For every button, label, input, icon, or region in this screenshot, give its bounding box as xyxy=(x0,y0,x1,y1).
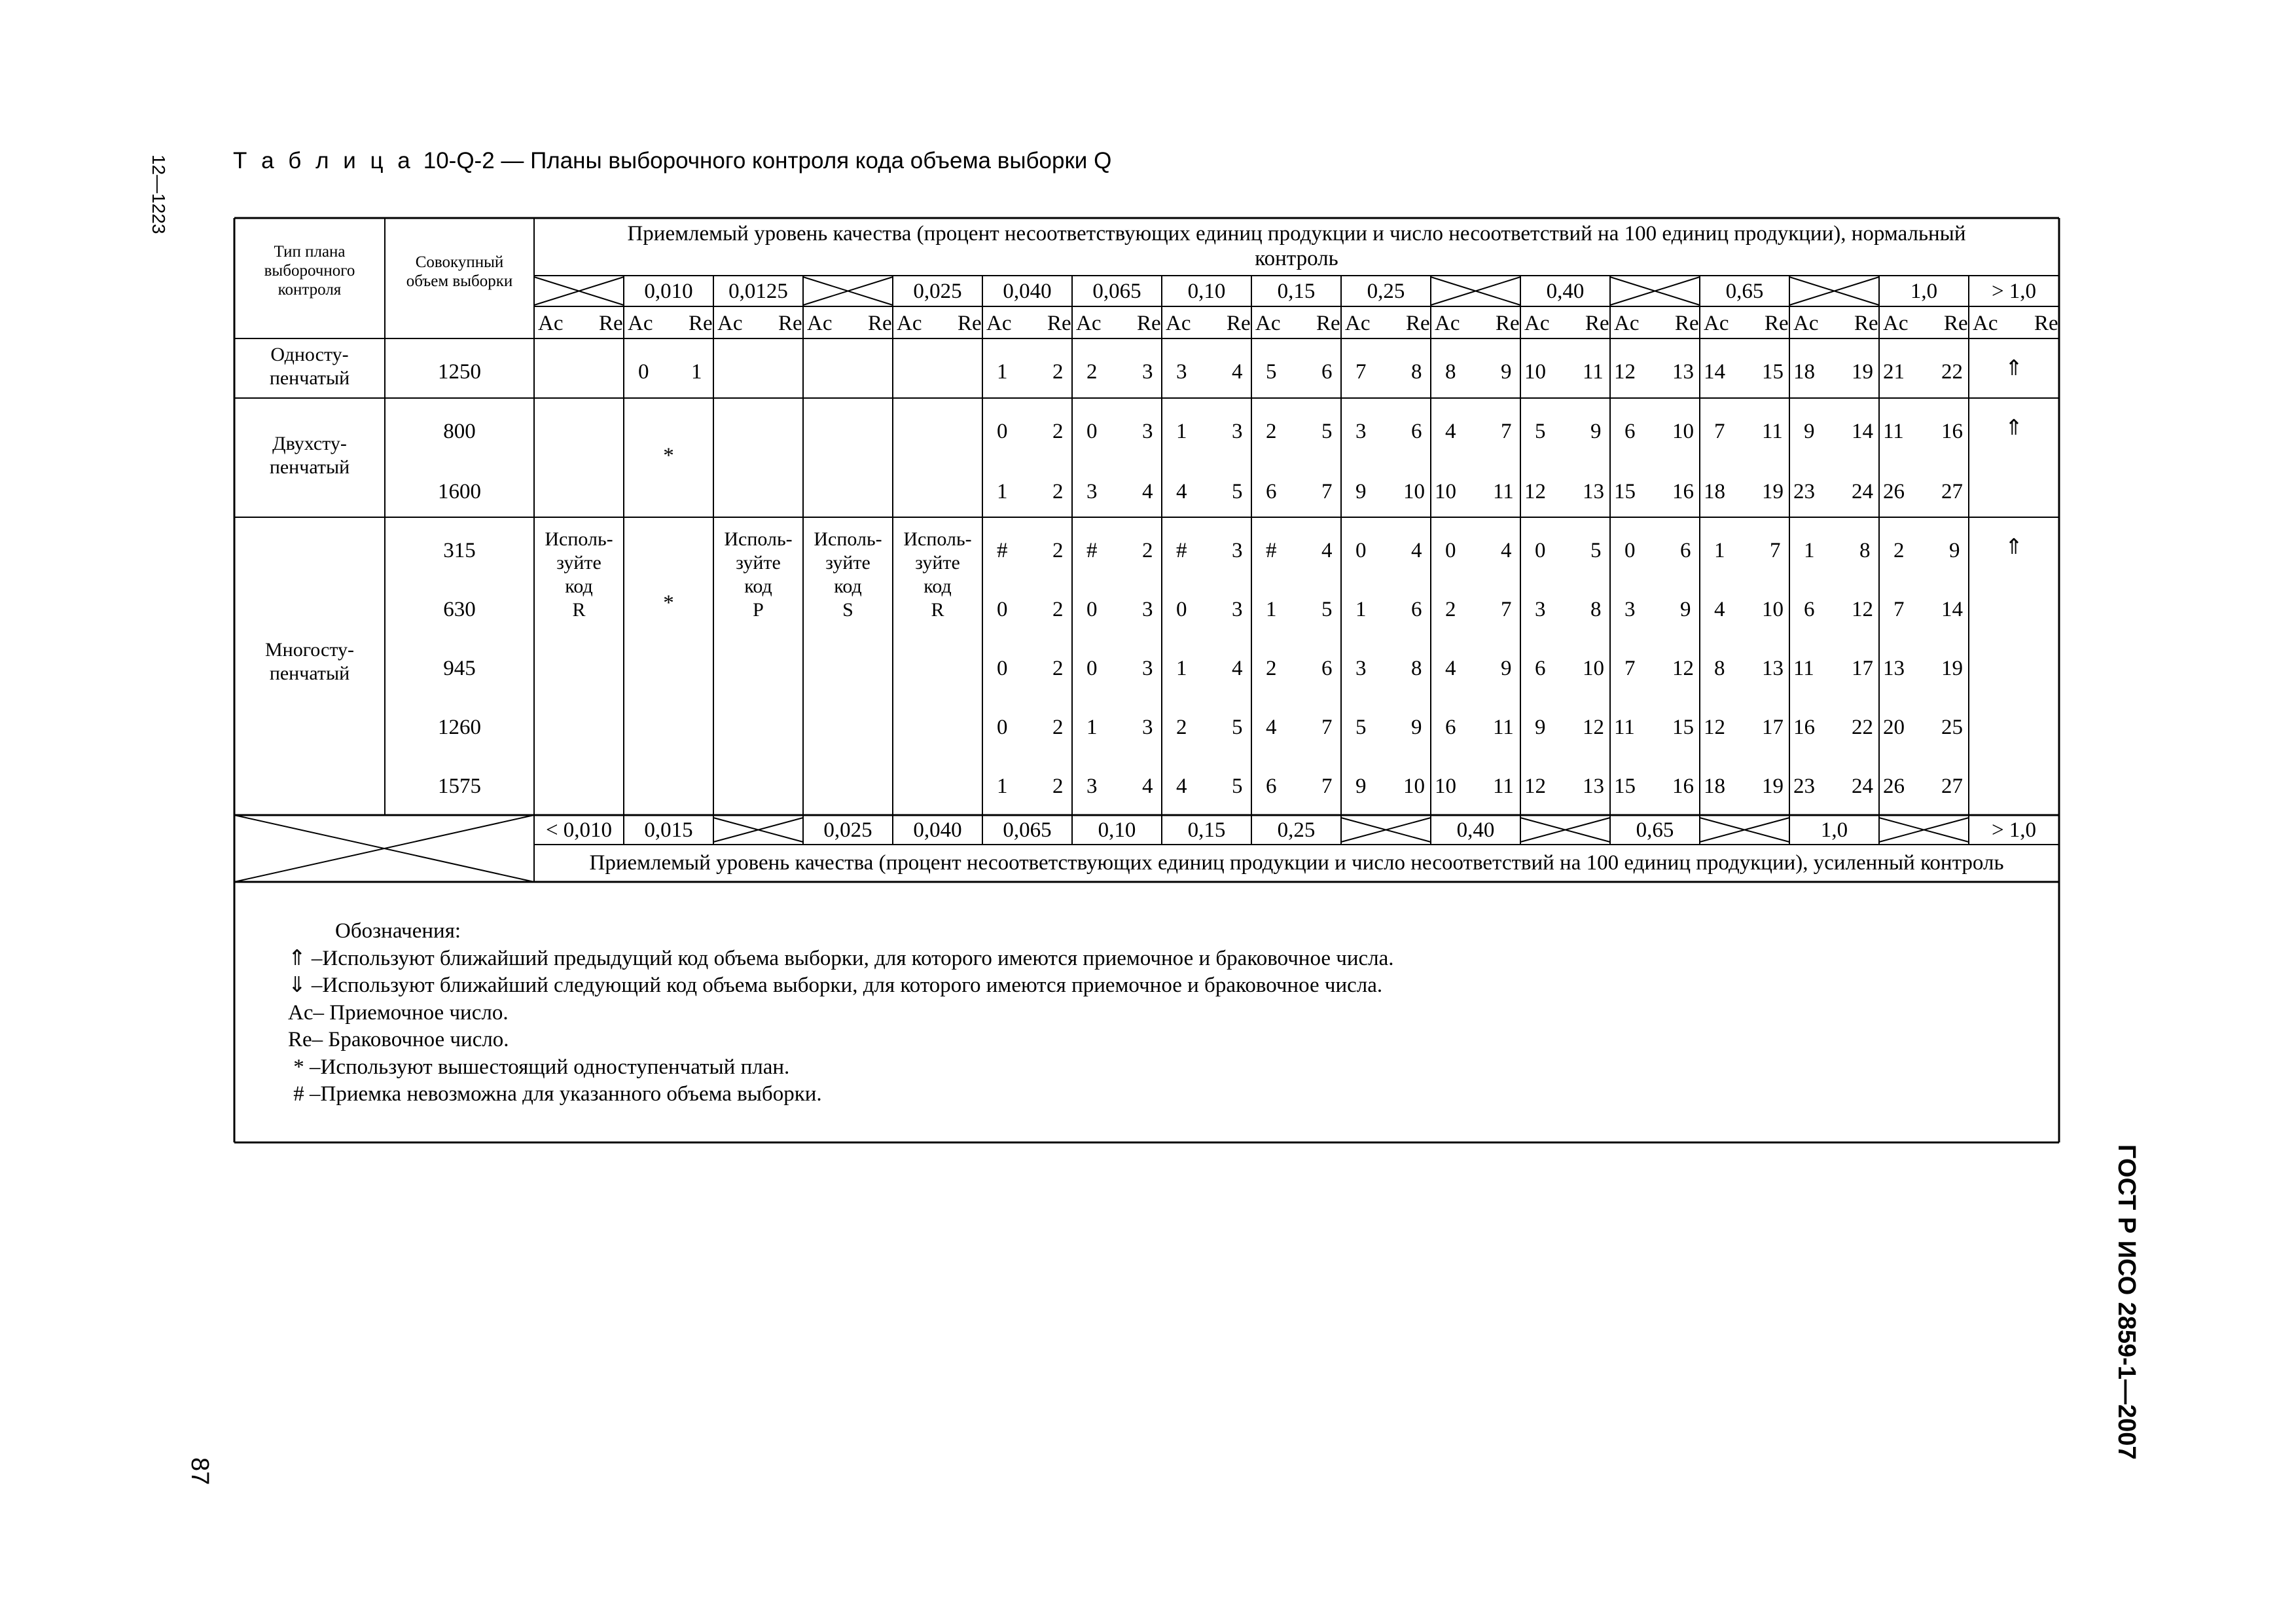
aql-normal-value: 0,15 xyxy=(1277,280,1316,303)
re-value: 3 xyxy=(1142,657,1153,680)
re-value: 15 xyxy=(1762,360,1784,384)
re-header: Re xyxy=(1406,312,1430,335)
ac-value: 0 xyxy=(1535,539,1546,562)
re-value: 8 xyxy=(1411,657,1422,680)
use-code-R2: Исполь- зуйте код R xyxy=(903,528,972,621)
ac-value: 12 xyxy=(1704,716,1725,739)
ac-header: Ac xyxy=(986,312,1012,335)
legend-down-arrow-icon: ⇓ xyxy=(288,974,306,997)
re-value: 17 xyxy=(1762,716,1784,739)
re-header: Re xyxy=(599,312,623,335)
re-header: Re xyxy=(1137,312,1161,335)
ac-value: 11 xyxy=(1614,716,1635,739)
ac-value: 0 xyxy=(997,716,1008,739)
re-value: 27 xyxy=(1941,480,1963,503)
ac-value: 3 xyxy=(1535,598,1546,621)
re-value: 27 xyxy=(1941,775,1963,798)
ac-value: 2 xyxy=(1445,598,1456,621)
re-value: 5 xyxy=(1232,775,1243,798)
re-value: 2 xyxy=(1052,480,1064,503)
ac-value: 11 xyxy=(1793,657,1814,680)
header-plan-type: Тип плана выборочного контроля xyxy=(264,243,355,299)
re-value: 9 xyxy=(1501,657,1512,680)
re-value: 19 xyxy=(1852,360,1873,384)
re-value: 4 xyxy=(1142,480,1153,503)
ac-value: 3 xyxy=(1624,598,1636,621)
legend-item: * –Используют вышестоящий одноступенчатый план. xyxy=(293,1055,790,1079)
ac-header: Ac xyxy=(1255,312,1281,335)
ac-value: 8 xyxy=(1714,657,1725,680)
ac-value: 10 xyxy=(1435,775,1456,798)
re-value: 4 xyxy=(1411,539,1422,562)
re-value: 3 xyxy=(1142,420,1153,443)
re-value: 5 xyxy=(1232,480,1243,503)
re-value: 7 xyxy=(1321,775,1333,798)
re-value: 13 xyxy=(1583,480,1604,503)
ac-value: 0 xyxy=(638,360,649,384)
ac-value: 0 xyxy=(1445,539,1456,562)
ac-value: 3 xyxy=(1176,360,1187,384)
ac-value: 2 xyxy=(1266,420,1277,443)
aql-normal-value: 0,0125 xyxy=(728,280,788,303)
legend-item: Ac– Приемочное число. xyxy=(288,1000,509,1025)
re-value: 12 xyxy=(1672,657,1694,680)
sample-size: 945 xyxy=(443,657,476,680)
ac-value: 3 xyxy=(1086,775,1098,798)
re-value: 9 xyxy=(1590,420,1602,443)
ac-value: 9 xyxy=(1355,775,1367,798)
re-value: 19 xyxy=(1941,657,1963,680)
ac-value: 4 xyxy=(1445,420,1456,443)
ac-value: 3 xyxy=(1355,420,1367,443)
ac-value: 10 xyxy=(1524,360,1546,384)
re-value: 24 xyxy=(1852,775,1873,798)
side-sheet-code: 12—1223 xyxy=(149,155,169,234)
ac-header: Ac xyxy=(1793,312,1819,335)
ac-header: Ac xyxy=(628,312,653,335)
re-value: 24 xyxy=(1852,480,1873,503)
legend-title: Обозначения: xyxy=(335,919,461,943)
ac-value: 23 xyxy=(1793,480,1815,503)
re-value: 2 xyxy=(1052,598,1064,621)
ac-value: 0 xyxy=(997,657,1008,680)
ac-value: 1 xyxy=(1355,598,1367,621)
re-value: 9 xyxy=(1411,716,1422,739)
ac-header: Ac xyxy=(1614,312,1640,335)
re-header: Re xyxy=(958,312,982,335)
re-header: Re xyxy=(689,312,713,335)
re-value: 10 xyxy=(1672,420,1694,443)
re-header: Re xyxy=(1316,312,1340,335)
plan-type-multiple: Многосту- пенчатый xyxy=(264,639,355,684)
re-value: 16 xyxy=(1672,775,1694,798)
legend-item: # –Приемка невозможна для указанного объема выборки. xyxy=(293,1082,822,1106)
re-value: 3 xyxy=(1142,716,1153,739)
ac-value: 4 xyxy=(1176,480,1187,503)
aql-tightened-value: 0,10 xyxy=(1098,818,1136,842)
ac-value: 7 xyxy=(1624,657,1636,680)
re-value: 3 xyxy=(1232,598,1243,621)
ac-value: 0 xyxy=(1086,420,1098,443)
re-value: 6 xyxy=(1411,598,1422,621)
re-header: Re xyxy=(1585,312,1609,335)
re-value: 2 xyxy=(1052,657,1064,680)
re-value: 1 xyxy=(691,360,702,384)
re-value: 6 xyxy=(1680,539,1691,562)
re-value: 3 xyxy=(1232,420,1243,443)
ac-value: 7 xyxy=(1355,360,1367,384)
standard-designation: ГОСТ Р ИСО 2859-1—2007 xyxy=(2113,1144,2140,1460)
ac-value: 4 xyxy=(1176,775,1187,798)
ac-value: 6 xyxy=(1266,775,1277,798)
ac-header: Ac xyxy=(1883,312,1909,335)
aql-tightened-value: 0,065 xyxy=(1003,818,1052,842)
ac-value: 15 xyxy=(1614,480,1636,503)
aql-normal-value: 0,25 xyxy=(1367,280,1405,303)
re-value: 4 xyxy=(1142,775,1153,798)
ac-header: Ac xyxy=(807,312,833,335)
aql-tightened-value: 0,15 xyxy=(1187,818,1226,842)
aql-tightened-value: 0,015 xyxy=(644,818,693,842)
sample-size: 1600 xyxy=(438,480,481,503)
re-value: 14 xyxy=(1852,420,1873,443)
ac-value: 7 xyxy=(1714,420,1725,443)
aql-tightened-value: 0,25 xyxy=(1277,818,1316,842)
re-value: 12 xyxy=(1583,716,1604,739)
sample-size: 630 xyxy=(443,598,476,621)
re-value: 19 xyxy=(1762,480,1784,503)
re-value: 7 xyxy=(1321,480,1333,503)
ac-value: 0 xyxy=(1086,657,1098,680)
up-arrow-icon: ⇑ xyxy=(2005,536,2023,559)
aql-tightened-value: 0,40 xyxy=(1456,818,1495,842)
header-sample-size: Совокупный объем выборки xyxy=(406,253,513,290)
re-value: 16 xyxy=(1672,480,1694,503)
ac-header: Ac xyxy=(1435,312,1460,335)
ac-value: 8 xyxy=(1445,360,1456,384)
re-value: 22 xyxy=(1852,716,1873,739)
legend-up-arrow-icon: ⇑ xyxy=(288,946,306,970)
re-value: 11 xyxy=(1762,420,1783,443)
re-value: 6 xyxy=(1411,420,1422,443)
ac-value: 1 xyxy=(997,480,1008,503)
ac-value: 14 xyxy=(1704,360,1725,384)
re-value: 11 xyxy=(1493,775,1514,798)
re-value: 5 xyxy=(1232,716,1243,739)
aql-tightened-value: 0,040 xyxy=(913,818,962,842)
sample-size: 800 xyxy=(443,420,476,443)
re-value: 2 xyxy=(1052,539,1064,562)
plan-type-double: Двухсту- пенчатый xyxy=(269,433,350,478)
ac-value: 6 xyxy=(1804,598,1815,621)
ac-value: 0 xyxy=(1355,539,1367,562)
ac-value: 6 xyxy=(1624,420,1636,443)
re-value: 15 xyxy=(1672,716,1694,739)
ac-value: 16 xyxy=(1793,716,1815,739)
ac-value: 3 xyxy=(1355,657,1367,680)
re-value: 4 xyxy=(1321,539,1333,562)
re-value: 6 xyxy=(1321,657,1333,680)
ac-value: 2 xyxy=(1086,360,1098,384)
aql-tightened-value: > 1,0 xyxy=(1991,818,2037,842)
ac-value: 18 xyxy=(1793,360,1815,384)
sample-size: 1575 xyxy=(438,775,481,798)
ac-value: 3 xyxy=(1086,480,1098,503)
re-value: 19 xyxy=(1762,775,1784,798)
ac-header: Ac xyxy=(1345,312,1371,335)
ac-value: 21 xyxy=(1883,360,1905,384)
ac-value: 12 xyxy=(1614,360,1636,384)
re-header: Re xyxy=(1047,312,1071,335)
re-header: Re xyxy=(868,312,892,335)
sample-size: 1260 xyxy=(438,716,481,739)
legend-item: ⇓ –Используют ближайший следующий код объема выборки, для которого имеются приемочное и браковочное числа. xyxy=(288,974,1383,997)
re-value: 6 xyxy=(1321,360,1333,384)
re-value: 13 xyxy=(1762,657,1784,680)
ac-value: 15 xyxy=(1614,775,1636,798)
ac-value: 12 xyxy=(1524,480,1546,503)
ac-value: 9 xyxy=(1804,420,1815,443)
ac-value: # xyxy=(1086,539,1098,562)
re-header: Re xyxy=(2034,312,2058,335)
ac-header: Ac xyxy=(538,312,564,335)
ac-value: 4 xyxy=(1445,657,1456,680)
re-value: 4 xyxy=(1232,360,1243,384)
re-value: 9 xyxy=(1680,598,1691,621)
re-value: 4 xyxy=(1232,657,1243,680)
re-value: 12 xyxy=(1852,598,1873,621)
ac-header: Ac xyxy=(1166,312,1191,335)
re-header: Re xyxy=(1227,312,1251,335)
aql-tightened-value: 0,025 xyxy=(823,818,872,842)
ac-value: 26 xyxy=(1883,775,1905,798)
re-header: Re xyxy=(1854,312,1878,335)
ac-value: 6 xyxy=(1535,657,1546,680)
ac-value: 1 xyxy=(1266,598,1277,621)
ac-value: 1 xyxy=(1086,716,1098,739)
ac-value: 20 xyxy=(1883,716,1905,739)
re-header: Re xyxy=(1496,312,1520,335)
re-value: 8 xyxy=(1859,539,1871,562)
ac-value: # xyxy=(1266,539,1277,562)
legend xyxy=(288,918,1394,1108)
aql-normal-value: 1,0 xyxy=(1910,280,1938,303)
re-value: 9 xyxy=(1501,360,1512,384)
aql-tightened-value: 1,0 xyxy=(1820,818,1848,842)
re-value: 5 xyxy=(1321,420,1333,443)
ac-value: 0 xyxy=(1086,598,1098,621)
plan-type-single: Односту- пенчатый xyxy=(269,344,350,389)
ac-value: 9 xyxy=(1535,716,1546,739)
ac-value: # xyxy=(997,539,1008,562)
ac-value: 1 xyxy=(1804,539,1815,562)
ac-value: 0 xyxy=(997,420,1008,443)
ac-value: 1 xyxy=(1176,657,1187,680)
re-value: 2 xyxy=(1052,716,1064,739)
ac-value: 0 xyxy=(1176,598,1187,621)
re-value: 17 xyxy=(1852,657,1873,680)
ac-value: 2 xyxy=(1176,716,1187,739)
star-symbol: * xyxy=(663,591,674,615)
use-code-R: Исполь- зуйте код R xyxy=(545,528,613,621)
re-value: 3 xyxy=(1142,598,1153,621)
ac-value: 5 xyxy=(1535,420,1546,443)
page-number: 87 xyxy=(186,1457,213,1486)
re-value: 16 xyxy=(1941,420,1963,443)
re-value: 10 xyxy=(1583,657,1604,680)
aql-normal-value: 0,010 xyxy=(644,280,693,303)
ac-value: 18 xyxy=(1704,480,1725,503)
ac-value: 12 xyxy=(1524,775,1546,798)
re-value: 7 xyxy=(1501,598,1512,621)
re-value: 9 xyxy=(1949,539,1960,562)
aql-normal-value: 0,10 xyxy=(1187,280,1226,303)
re-value: 4 xyxy=(1501,539,1512,562)
aql-tightened-value: < 0,010 xyxy=(545,818,613,842)
ac-value: 5 xyxy=(1266,360,1277,384)
re-value: 8 xyxy=(1411,360,1422,384)
re-value: 7 xyxy=(1321,716,1333,739)
ac-value: 7 xyxy=(1893,598,1905,621)
up-arrow-icon: ⇑ xyxy=(2005,416,2023,440)
sample-size: 1250 xyxy=(438,360,481,384)
use-code-P: Исполь- зуйте код P xyxy=(724,528,793,621)
ac-header: Ac xyxy=(1704,312,1729,335)
ac-value: 1 xyxy=(997,775,1008,798)
use-code-S: Исполь- зуйте код S xyxy=(814,528,882,621)
re-header: Re xyxy=(1675,312,1699,335)
re-value: 2 xyxy=(1052,360,1064,384)
ac-value: 9 xyxy=(1355,480,1367,503)
ac-value: 23 xyxy=(1793,775,1815,798)
re-value: 10 xyxy=(1403,775,1425,798)
ac-value: 1 xyxy=(1714,539,1725,562)
re-value: 22 xyxy=(1941,360,1963,384)
aql-normal-value: 0,65 xyxy=(1725,280,1764,303)
aql-normal-value: 0,040 xyxy=(1003,280,1052,303)
re-value: 25 xyxy=(1941,716,1963,739)
re-value: 11 xyxy=(1493,716,1514,739)
ac-value: # xyxy=(1176,539,1187,562)
ac-header: Ac xyxy=(717,312,743,335)
ac-value: 0 xyxy=(1624,539,1636,562)
re-value: 2 xyxy=(1052,420,1064,443)
ac-header: Ac xyxy=(1973,312,1998,335)
ac-value: 6 xyxy=(1266,480,1277,503)
re-value: 11 xyxy=(1493,480,1514,503)
ac-value: 6 xyxy=(1445,716,1456,739)
ac-header: Ac xyxy=(1524,312,1550,335)
re-value: 7 xyxy=(1501,420,1512,443)
ac-value: 1 xyxy=(1176,420,1187,443)
aql-tightened-value: 0,65 xyxy=(1636,818,1674,842)
ac-value: 2 xyxy=(1266,657,1277,680)
re-value: 3 xyxy=(1232,539,1243,562)
re-value: 13 xyxy=(1583,775,1604,798)
sample-size: 315 xyxy=(443,539,476,562)
aql-normal-value: > 1,0 xyxy=(1991,280,2037,303)
ac-value: 4 xyxy=(1266,716,1277,739)
re-value: 11 xyxy=(1583,360,1604,384)
re-value: 13 xyxy=(1672,360,1694,384)
ac-value: 0 xyxy=(997,598,1008,621)
ac-value: 2 xyxy=(1893,539,1905,562)
aql-normal-value: 0,025 xyxy=(913,280,962,303)
re-value: 2 xyxy=(1052,775,1064,798)
re-value: 10 xyxy=(1762,598,1784,621)
ac-value: 1 xyxy=(997,360,1008,384)
ac-value: 5 xyxy=(1355,716,1367,739)
re-value: 14 xyxy=(1941,598,1963,621)
re-header: Re xyxy=(778,312,802,335)
ac-header: Ac xyxy=(1076,312,1102,335)
re-value: 5 xyxy=(1321,598,1333,621)
aql-normal-value: 0,065 xyxy=(1092,280,1141,303)
re-value: 5 xyxy=(1590,539,1602,562)
ac-header: Ac xyxy=(897,312,922,335)
re-value: 8 xyxy=(1590,598,1602,621)
re-value: 2 xyxy=(1142,539,1153,562)
legend-item: ⇑ –Используют ближайший предыдущий код объема выборки, для которого имеются приемочное и браковочное числа. xyxy=(288,946,1394,970)
legend-item: Re– Браковочное число. xyxy=(288,1028,509,1051)
ac-value: 10 xyxy=(1435,480,1456,503)
footer-aql-tightened: Приемлемый уровень качества (процент несоответствующих единиц продукции и число несоответствий на 100 единиц продукции), усиленный контроль xyxy=(589,851,2004,875)
ac-value: 4 xyxy=(1714,598,1725,621)
ac-value: 18 xyxy=(1704,775,1725,798)
ac-value: 13 xyxy=(1883,657,1905,680)
re-value: 7 xyxy=(1770,539,1781,562)
re-header: Re xyxy=(1765,312,1789,335)
star-symbol: * xyxy=(663,444,674,467)
ac-value: 26 xyxy=(1883,480,1905,503)
table-title: Т а б л и ц а 10-Q-2 — Планы выборочного контроля кода объема выборки Q xyxy=(233,148,1112,173)
re-header: Re xyxy=(1944,312,1968,335)
re-value: 3 xyxy=(1142,360,1153,384)
re-value: 10 xyxy=(1403,480,1425,503)
aql-normal-value: 0,40 xyxy=(1546,280,1585,303)
header-aql-normal: Приемлемый уровень качества (процент несоответствующих единиц продукции и число несоответствий на 100 единиц продукции), нормальный контроль xyxy=(627,222,1966,270)
ac-value: 11 xyxy=(1883,420,1904,443)
up-arrow-icon: ⇑ xyxy=(2005,357,2023,380)
